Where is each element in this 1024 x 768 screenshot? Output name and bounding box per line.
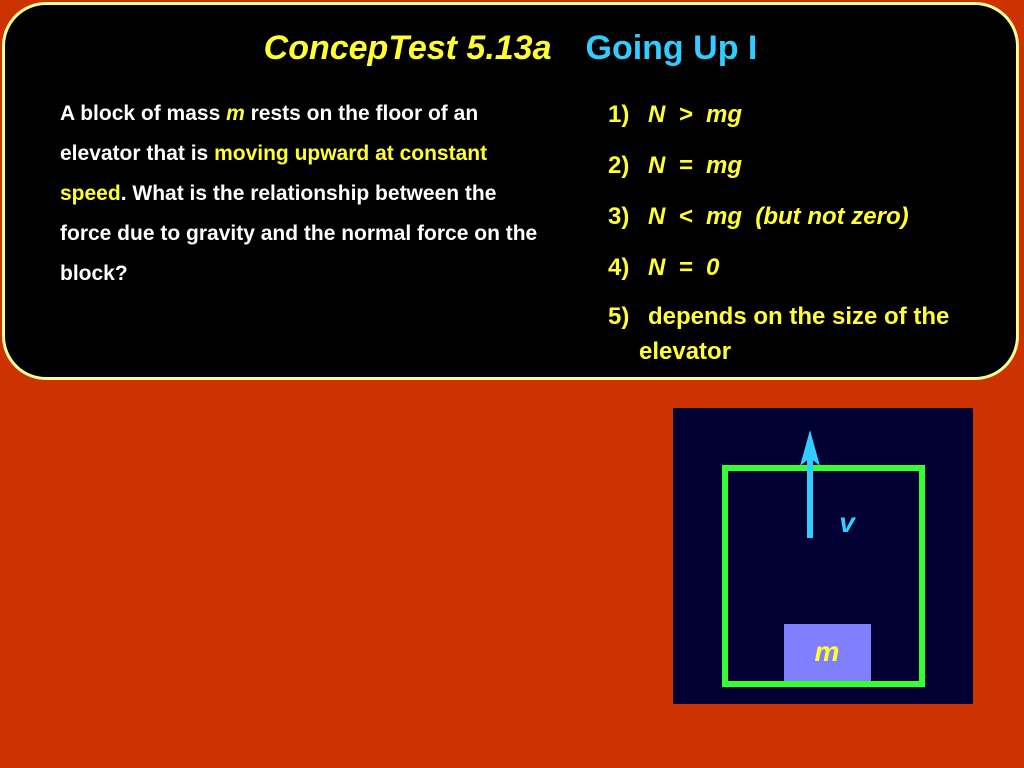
question-highlight: moving upward at constant speed [60,142,488,205]
answer-text: N = 0 [648,254,720,281]
answer-option[interactable] [608,299,1018,369]
answer-text: depends on the size of the elevator [639,303,950,365]
answer-number: 1) [608,101,630,128]
answer-number: 4) [608,254,630,281]
velocity-label: v [839,507,855,538]
question-mass-symbol: m [226,102,245,125]
question-seg1: A block of mass [60,102,227,125]
answer-option[interactable] [608,146,1018,197]
answer-text: N < mg (but not zero) [648,203,909,230]
answer-number: 5) [608,303,630,330]
elevator-diagram [673,408,973,704]
title-concept-test: ConcepTest 5.13a [263,29,552,67]
title-going-up: Going Up I [585,29,758,67]
answer-number: 3) [608,203,630,230]
question-text [60,94,550,294]
answer-text: N = mg [648,152,743,179]
question-panel [2,2,1019,380]
answer-text: N > mg [648,101,743,128]
answer-option[interactable] [608,95,1018,146]
mass-label: m [814,636,840,667]
question-seg2: rests on the floor of an elevator that is [60,102,479,165]
answer-option[interactable] [608,248,1018,299]
question-seg3: . What is the relationship between the force due to gravity and the normal force on the block? [60,182,538,285]
answer-list [608,95,1018,369]
slide-title [5,29,1016,68]
answer-number: 2) [608,152,630,179]
answer-option[interactable] [608,197,1018,248]
